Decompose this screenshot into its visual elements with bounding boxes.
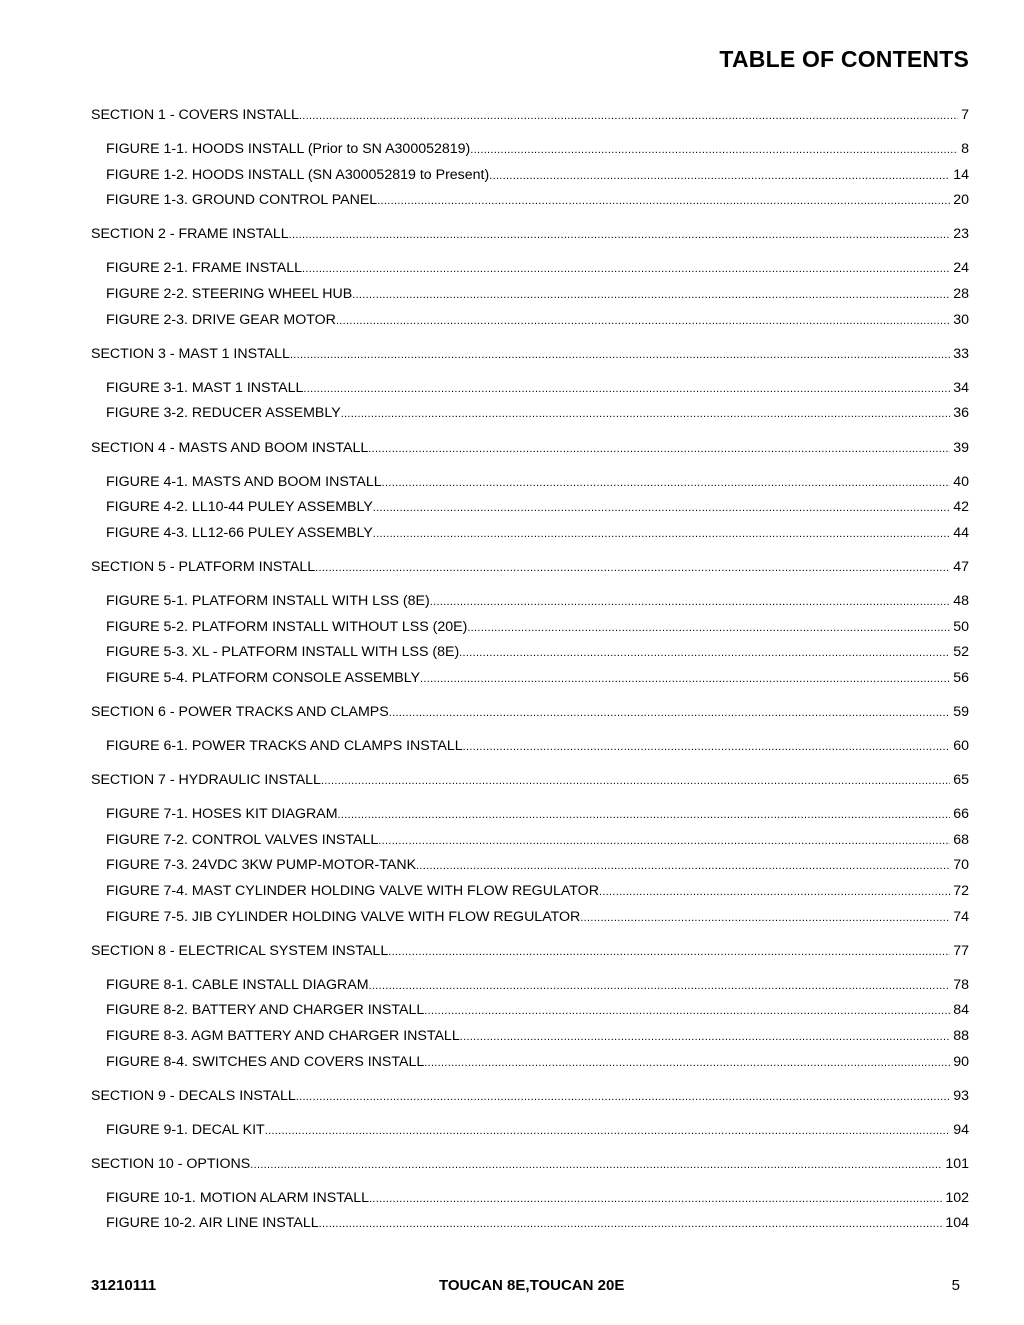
toc-figure-entry[interactable] [91,857,969,883]
toc-entry-label: FIGURE 5-1. PLATFORM INSTALL WITH LSS (8E) [106,593,430,609]
dot-leader [369,977,951,993]
toc-entry-page: 65 [953,772,969,789]
toc-entry-page: 59 [953,703,969,720]
toc-entry-label: FIGURE 7-1. HOSES KIT DIAGRAM [106,806,338,823]
dot-leader [299,107,958,123]
toc-entry-page: 24 [953,260,969,277]
toc-entry-label: FIGURE 1-3. GROUND CONTROL PANEL [106,192,378,209]
toc-figure-entry[interactable] [91,312,969,338]
toc-section-entry[interactable] [91,440,969,466]
toc-entry-label: FIGURE 8-2. BATTERY AND CHARGER INSTALL [106,1002,425,1019]
toc-entry-label: FIGURE 7-5. JIB CYLINDER HOLDING VALVE WITH FLOW REGULATOR [106,908,581,925]
dot-leader [420,670,950,686]
toc-figure-entry[interactable] [91,593,969,619]
dot-leader [580,909,950,925]
dot-leader [416,857,950,873]
toc-entry-page: 88 [953,1027,969,1044]
toc-entry-label: SECTION 6 - POWER TRACKS AND CLAMPS [91,703,389,720]
toc-figure-entry[interactable] [91,1215,969,1241]
toc-entry-label: FIGURE 5-4. PLATFORM CONSOLE ASSEMBLY [106,669,421,686]
document-number: 31210111 [91,1277,157,1294]
toc-entry-label: FIGURE 1-1. HOODS INSTALL (Prior to SN A300052819) [106,141,471,158]
dot-leader [424,1054,950,1070]
toc-figure-entry[interactable] [91,167,969,193]
toc-entry-page: 23 [953,226,969,243]
toc-figure-entry[interactable] [91,474,969,500]
toc-figure-entry[interactable] [91,1054,969,1080]
toc-section-entry[interactable] [91,772,969,798]
toc-entry-page: 77 [953,942,969,959]
dot-leader [336,312,950,328]
toc-entry-page: 7 [961,107,969,123]
dot-leader [303,380,950,396]
toc-entry-page: 36 [953,405,969,422]
toc-entry-page: 47 [953,558,969,575]
dot-leader [467,619,950,635]
toc-entry-page: 44 [953,524,969,541]
dot-leader [388,943,950,959]
toc-entry-label: FIGURE 8-4. SWITCHES AND COVERS INSTALL [106,1053,425,1070]
toc-entry-page: 33 [953,345,969,362]
dot-leader [459,644,950,660]
toc-entry-label: SECTION 2 - FRAME INSTALL [91,226,289,243]
toc-section-entry[interactable] [91,559,969,585]
dot-leader [369,1190,942,1206]
toc-entry-label: FIGURE 6-1. POWER TRACKS AND CLAMPS INSTALL [106,737,463,754]
toc-entry-label: SECTION 3 - MAST 1 INSTALL [91,345,290,362]
dot-leader [389,704,950,720]
dot-leader [321,772,950,788]
dot-leader [489,167,950,183]
toc-figure-entry[interactable] [91,380,969,406]
toc-entry-label: FIGURE 4-1. MASTS AND BOOM INSTALL [106,473,382,490]
toc-entry-label: FIGURE 5-3. XL - PLATFORM INSTALL WITH LSS (8E) [106,644,460,661]
toc-entry-label: FIGURE 2-3. DRIVE GEAR MOTOR [106,311,336,328]
toc-figure-entry[interactable] [91,883,969,909]
toc-entry-page: 42 [953,499,969,516]
dot-leader [373,499,950,515]
toc-figure-entry[interactable] [91,525,969,551]
dot-leader [424,1002,950,1018]
toc-entry-page: 93 [953,1087,969,1104]
toc-entry-page: 56 [953,669,969,686]
toc-entry-page: 60 [953,737,969,754]
toc-entry-label: SECTION 9 - DECALS INSTALL [91,1087,296,1104]
toc-entry-page: 102 [945,1189,969,1206]
toc-entry-page: 48 [953,593,969,609]
toc-entry-page: 20 [953,192,969,209]
toc-entry-page: 90 [953,1053,969,1070]
dot-leader [599,883,950,899]
dot-leader [368,440,950,456]
toc-entry-page: 52 [953,644,969,661]
toc-entry-label: SECTION 1 - COVERS INSTALL [91,107,299,123]
toc-entry-page: 104 [945,1215,969,1232]
toc-entry-page: 84 [953,1002,969,1019]
toc-section-entry[interactable] [91,226,969,252]
toc-figure-entry[interactable] [91,260,969,286]
toc-figure-entry[interactable] [91,499,969,525]
toc-figure-entry[interactable] [91,141,969,167]
toc-entry-label: FIGURE 3-2. REDUCER ASSEMBLY [106,405,341,422]
page-number: 5 [951,1277,960,1294]
page-title: TABLE OF CONTENTS [719,46,969,72]
toc-section-entry[interactable] [91,346,969,372]
dot-leader [460,1028,951,1044]
toc-entry-page: 30 [953,311,969,328]
dot-leader [289,226,951,242]
dot-leader [296,1088,950,1104]
toc-figure-entry[interactable] [91,1002,969,1028]
toc-entry-page: 34 [953,379,969,396]
toc-entry-page: 50 [953,618,969,635]
toc-figure-entry[interactable] [91,670,969,696]
toc-section-entry[interactable] [91,1088,969,1114]
toc-entry-label: SECTION 5 - PLATFORM INSTALL [91,558,316,575]
dot-leader [315,559,950,575]
toc-entry-label: FIGURE 2-2. STEERING WHEEL HUB [106,286,353,303]
toc-entry-label: FIGURE 2-1. FRAME INSTALL [106,260,303,277]
toc-entry-label: FIGURE 7-3. 24VDC 3KW PUMP-MOTOR-TANK [106,857,417,874]
dot-leader [302,260,950,276]
toc-entry-label: FIGURE 8-3. AGM BATTERY AND CHARGER INSTALL [106,1027,460,1044]
dot-leader [382,474,951,490]
toc-entry-page: 70 [953,857,969,874]
toc-entry-page: 101 [945,1155,969,1172]
dot-leader [470,141,958,157]
toc-entry-page: 40 [953,473,969,490]
toc-figure-entry[interactable] [91,619,969,645]
dot-leader [319,1215,943,1231]
toc-section-entry[interactable] [91,107,969,133]
toc-figure-entry[interactable] [91,806,969,832]
toc-figure-entry[interactable] [91,644,969,670]
toc-entry-label: FIGURE 1-2. HOODS INSTALL (SN A300052819 to Present) [106,166,490,183]
toc-section-entry[interactable] [91,943,969,969]
toc-entry-label: FIGURE 5-2. PLATFORM INSTALL WITHOUT LSS (20E) [106,618,468,635]
toc-figure-entry[interactable] [91,832,969,858]
toc-entry-page: 72 [953,882,969,899]
toc-entry-label: SECTION 4 - MASTS AND BOOM INSTALL [91,439,369,456]
toc-figure-entry[interactable] [91,1190,969,1216]
toc-entry-label: SECTION 10 - OPTIONS [91,1155,251,1172]
toc-entry-label: FIGURE 8-1. CABLE INSTALL DIAGRAM [106,976,369,993]
dot-leader [265,1122,950,1138]
toc-entry-page: 14 [953,166,969,183]
toc-figure-entry[interactable] [91,286,969,312]
toc-figure-entry[interactable] [91,1122,969,1148]
toc-figure-entry[interactable] [91,405,969,431]
dot-leader [341,405,951,421]
toc-entry-label: FIGURE 4-3. LL12-66 PULEY ASSEMBLY [106,524,373,541]
toc-entry-label: SECTION 8 - ELECTRICAL SYSTEM INSTALL [91,942,389,959]
dot-leader [378,832,950,848]
toc-figure-entry[interactable] [91,738,969,764]
toc-entry-label: FIGURE 7-4. MAST CYLINDER HOLDING VALVE WITH FLOW REGULATOR [106,882,599,899]
toc-entry-page: 78 [953,976,969,993]
table-of-contents [91,107,969,1241]
toc-entry-label: FIGURE 10-2. AIR LINE INSTALL [106,1215,319,1232]
dot-leader [377,192,950,208]
toc-entry-label: FIGURE 10-1. MOTION ALARM INSTALL [106,1189,370,1206]
toc-entry-page: 68 [953,831,969,848]
toc-entry-label: FIGURE 3-1. MAST 1 INSTALL [106,379,304,396]
dot-leader [463,738,951,754]
model-name: TOUCAN 8E,TOUCAN 20E [439,1277,625,1294]
dot-leader [250,1156,942,1172]
dot-leader [430,593,950,609]
toc-entry-page: 28 [953,286,969,303]
toc-entry-label: FIGURE 9-1. DECAL KIT [106,1121,265,1138]
toc-section-entry[interactable] [91,704,969,730]
toc-entry-label: FIGURE 4-2. LL10-44 PULEY ASSEMBLY [106,499,373,516]
toc-entry-label: SECTION 7 - HYDRAULIC INSTALL [91,772,321,789]
page-footer [91,1277,960,1297]
toc-entry-page: 8 [961,141,969,158]
toc-entry-label: FIGURE 7-2. CONTROL VALVES INSTALL [106,831,379,848]
dot-leader [352,286,950,302]
toc-figure-entry[interactable] [91,977,969,1003]
toc-entry-page: 94 [953,1121,969,1138]
toc-figure-entry[interactable] [91,1028,969,1054]
dot-leader [373,525,950,541]
toc-figure-entry[interactable] [91,192,969,218]
toc-section-entry[interactable] [91,1156,969,1182]
dot-leader [290,346,950,362]
toc-entry-page: 66 [953,806,969,823]
toc-entry-page: 39 [953,439,969,456]
toc-entry-page: 74 [953,908,969,925]
toc-figure-entry[interactable] [91,909,969,935]
dot-leader [338,806,951,822]
